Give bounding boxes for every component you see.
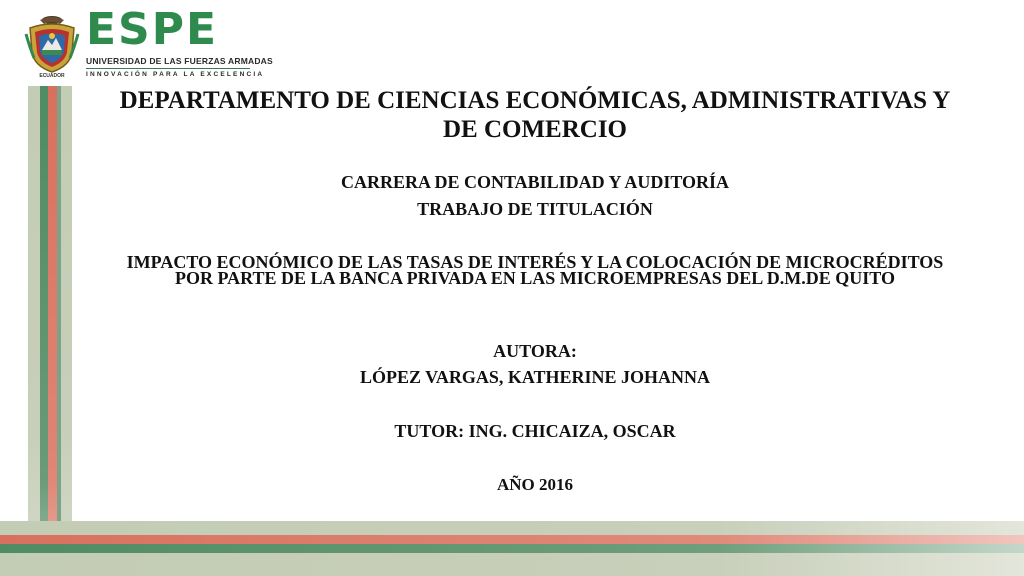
department-heading: DEPARTAMENTO DE CIENCIAS ECONÓMICAS, ADMINISTRATIVAS Y DE COMERCIO (119, 87, 951, 143)
shield-caption: ECUADOR (39, 73, 65, 78)
horizontal-sage-stripe-bottom (0, 553, 1024, 576)
vertical-green-thin-stripe (57, 86, 61, 576)
tutor-text: TUTOR: ING. CHICAIZA, OSCAR (394, 421, 676, 441)
thesis-title: IMPACTO ECONÓMICO DE LAS TASAS DE INTERÉS Y LA COLOCACIÓN DE MICROCRÉDITOS POR PARTE DE LA BANCA PRIVADA EN LAS MICROEMPRESAS DEL D.M.DE QUITO (126, 252, 944, 288)
logo-divider (86, 68, 250, 69)
vertical-red-stripe (48, 86, 57, 576)
logo-wordmark: ESPE (86, 4, 219, 55)
horizontal-green-stripe (0, 544, 1024, 553)
logo-motto: INNOVACIÓN PARA LA EXCELENCIA (86, 71, 265, 78)
author-name: LÓPEZ VARGAS, KATHERINE JOHANNA (359, 367, 711, 387)
espe-logo (86, 4, 273, 78)
work-type-text: TRABAJO DE TITULACIÓN (417, 199, 653, 219)
career-text: CARRERA DE CONTABILIDAD Y AUDITORÍA (340, 172, 730, 192)
university-shield-logo (24, 14, 80, 78)
horizontal-sage-stripe-top (0, 521, 1024, 535)
year-text: AÑO 2016 (496, 475, 574, 494)
horizontal-red-stripe (0, 535, 1024, 544)
vertical-green-stripe (40, 86, 48, 576)
logo-university-name: UNIVERSIDAD DE LAS FUERZAS ARMADAS (86, 56, 273, 66)
author-label: AUTORA: (493, 341, 577, 361)
